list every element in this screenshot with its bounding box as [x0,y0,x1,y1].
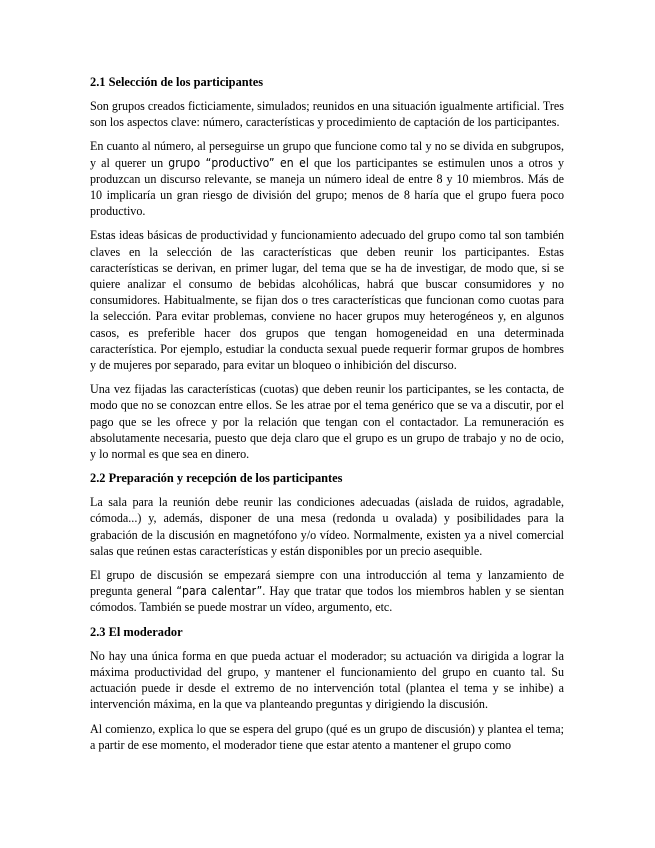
condensed-phrase: “para calentar” [176,584,263,599]
paragraph: No hay una única forma en que pueda actuar el moderador; su actuación va dirigida a lograr la máxima productividad del grupo, y mantener el funcionamiento del grupo en cuanto tal. Su actuación puede ir desde el extremo de no intervención total (plantea el tema y se inhibe) a intervención máxima, en la que va planteando preguntas y dirigiendo la discusión. [90,648,564,712]
paragraph: Estas ideas básicas de productividad y funcionamiento adecuado del grupo como tal son también claves en la selección de las características que deben reunir los participantes. Estas características se derivan, en primer lugar, del tema que se ha de investigar, de modo que, si se quiere analizar el consumo de bebidas alcohólicas, habrá que buscar consumidores y no consumidores. Habitualmente, se fijan dos o tres características que funcionan como cuotas para la selección. Para evitar problemas, conviene no hacer grupos muy heterogéneos y, en algunos casos, es preferible hacer dos grupos que tengan homogeneidad en una determinada característica. Por ejemplo, estudiar la conducta sexual puede requerir formar grupos de hombres y de mujeres por separado, para evitar un bloqueo o inhibición del discurso. [90,228,564,373]
paragraph: La sala para la reunión debe reunir las condiciones adecuadas (aislada de ruidos, agradable, cómoda...) y, además, disponer de una mesa (redonda u ovalada) y posibilidades para la grabación de la discusión en magnetófono y/o vídeo. Normalmente, existen ya a nivel comercial salas que reúnen estas características y están disponibles por un precio asequible. [90,495,564,558]
paragraph: El grupo de discusión se empezará siempre con una introducción al tema y lanzamiento de pregunta general “para calentar”. Hay que tratar que todos los miembros hablen y se sientan cómodos. También se puede mostrar un vídeo, argumento, etc. [90,568,564,615]
paragraph: Al comienzo, explica lo que se espera del grupo (qué es un grupo de discusión) y plantea el tema; a partir de ese momento, el moderador tiene que estar atento a mantener el grupo como [90,721,564,752]
condensed-phrase: grupo “productivo” en el [168,155,309,170]
paragraph: Una vez fijadas las características (cuotas) que deben reunir los participantes, se les contacta, de modo que no se conozcan entre ellos. Se les atrae por el tema genérico que se va a discutir, por el pago que se les ofrece y por la relación que tengan con el contactador. La remuneración es absolutamente necesaria, puesto que deja claro que el grupo es un grupo de trabajo y no de ocio, y lo normal es que sea en dinero. [90,382,564,462]
section-heading-2-1: 2.1 Selección de los participantes [90,75,264,89]
paragraph: Son grupos creados ficticiamente, simulados; reunidos en una situación igualmente artificial. Tres son los aspectos clave: número, características y procedimiento de captación de los participantes. [90,99,564,130]
section-heading-2-2: 2.2 Preparación y recepción de los participantes [90,471,343,486]
section-heading-2-3: 2.3 El moderador [90,624,183,639]
paragraph: En cuanto al número, al perseguirse un grupo que funcione como tal y no se divida en subgrupos, y al querer un grupo “productivo” en el que los participantes se estimulen unos a otros y produzcan un discurso relevante, se maneja un número ideal de entre 8 y 10 miembros. Más de 10 implicaría un gran riesgo de división del grupo; menos de 8 haría que el grupo fuera poco productivo. [90,139,564,219]
